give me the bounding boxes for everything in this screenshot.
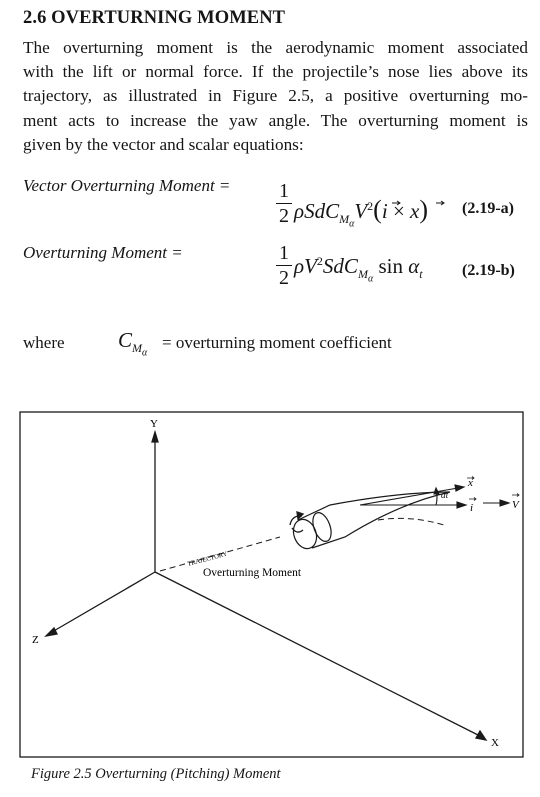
section-heading: 2.6 OVERTURNING MOMENT [23, 8, 286, 28]
equation-b-label: Overturning Moment = [23, 243, 183, 262]
z-axis-label: Z [32, 634, 39, 646]
z-axis-line [52, 572, 155, 632]
equation-a-number: (2.19-a) [462, 200, 514, 217]
equation-b-number: (2.19-b) [462, 262, 515, 279]
projectile [290, 492, 450, 552]
y-axis-label: Y [150, 418, 158, 430]
alpha-label: αt [441, 490, 449, 500]
trajectory-curve [378, 518, 444, 525]
equation-b-expression: $\rho V^2SdC_{M_\alpha}$ $\sin \alpha_t$ [294, 254, 423, 285]
figure-frame [20, 412, 523, 757]
paragraph-line: ment acts to increase the yaw angle. The overturning moment is [23, 110, 528, 130]
fraction-numerator: 1 [279, 180, 289, 202]
equation-a-expression: $\rho SdC_{M_\alpha}V^2(i \times x)$ [294, 195, 429, 230]
paragraph-line: The overturning moment is the aerodynamic moment associated [23, 38, 528, 57]
x-vector-label: x [468, 477, 473, 489]
i-vector-arrowhead [457, 502, 466, 508]
fraction-denominator: 2 [279, 267, 289, 289]
trajectory-label: TRAJECTORY [186, 550, 229, 568]
paragraph-line: with the lift or normal force. If the projectile’s nose lies above its [23, 62, 528, 82]
figure-caption: Figure 2.5 Overturning (Pitching) Moment [31, 766, 281, 782]
coefficient-symbol: $C_{M_\alpha}$ [118, 328, 148, 359]
equation-a-label: Vector Overturning Moment = [23, 176, 231, 195]
x-vector-arrowhead [455, 485, 464, 491]
v-vector-arrowhead [500, 500, 509, 506]
paragraph-line: given by the vector and scalar equations: [23, 134, 304, 154]
coefficient-definition: = overturning moment coefficient [162, 333, 392, 352]
fraction-denominator: 2 [279, 205, 289, 227]
z-axis-arrowhead [46, 628, 57, 636]
where-label: where [23, 333, 65, 352]
x-axis-line [155, 572, 480, 736]
x-axis-label: X [491, 737, 499, 749]
fraction-numerator: 1 [279, 242, 289, 264]
v-vector-label: V [512, 499, 519, 511]
i-vector-label: i [470, 502, 474, 514]
moment-label: Overturning Moment [203, 567, 302, 579]
paragraph-line: trajectory, as illustrated in Figure 2.5, a positive overturning mo- [23, 86, 528, 106]
y-axis-arrowhead [152, 432, 158, 442]
x-axis-arrowhead [476, 731, 486, 740]
